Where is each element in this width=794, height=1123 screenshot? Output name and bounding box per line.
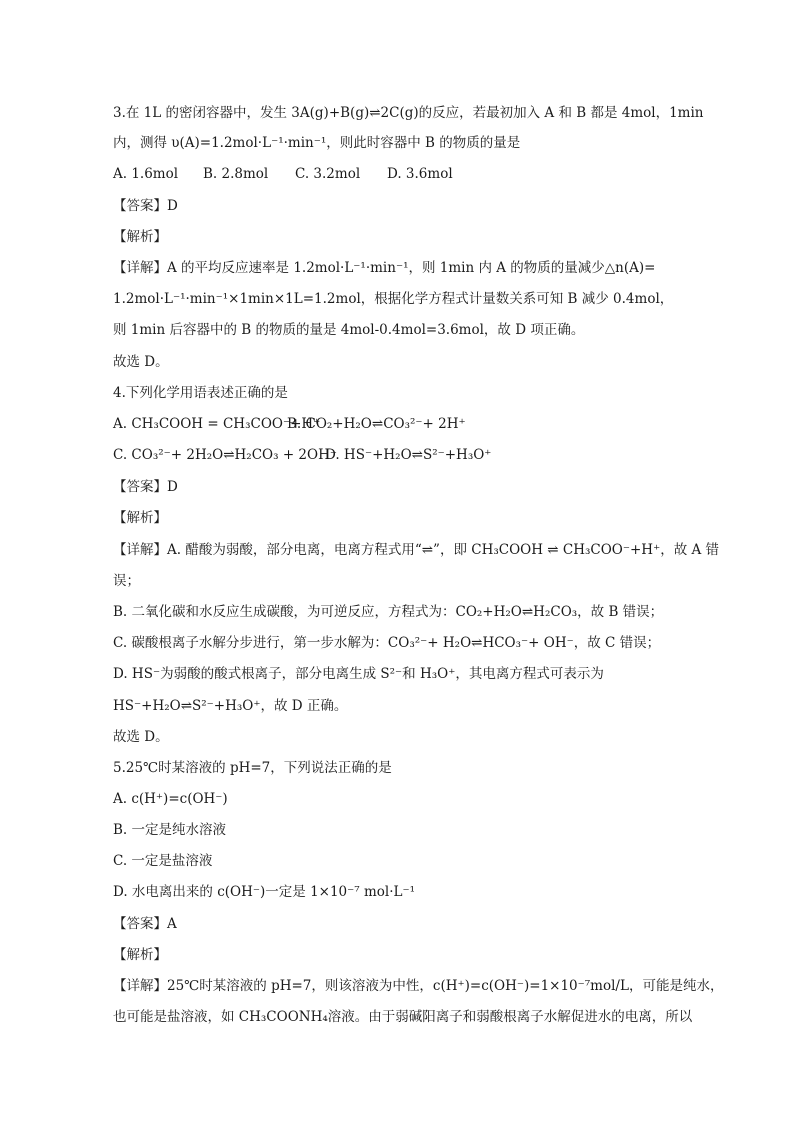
q3-option-b: B. 2.8mol bbox=[203, 166, 269, 182]
q3-stem-line1: 3.在 1L 的密闭容器中，发生 3A(g)+B(g)⇌2C(g)的反应，若最初加入 A 和 B 都是 4mol，1min bbox=[113, 105, 704, 121]
q4-detail-a-line2: 误； bbox=[113, 573, 140, 589]
q3-options bbox=[113, 164, 693, 184]
q5-detail-line1: 【详解】25℃时某溶液的 pH=7，则该溶液为中性，c(H⁺)=c(OH⁻)=1×10⁻⁷mol/L，可能是纯水， bbox=[113, 978, 724, 994]
q5-option-b: B. 一定是纯水溶液 bbox=[113, 822, 227, 838]
q4-option-a: A. CH₃COOH = CH₃COO⁻+H⁺ bbox=[113, 416, 321, 432]
q4-answer: 【答案】D bbox=[113, 479, 178, 495]
q5-option-a: A. c(H⁺)=c(OH⁻) bbox=[113, 791, 228, 807]
q3-option-c: C. 3.2mol bbox=[295, 166, 361, 182]
q3-answer: 【答案】D bbox=[113, 198, 178, 214]
q4-options-row2 bbox=[113, 445, 693, 465]
q4-option-b: B. CO₂+H₂O⇌CO₃²⁻+ 2H⁺ bbox=[287, 416, 466, 432]
q5-detail-line2: 也可能是盐溶液，如 CH₃COONH₄溶液。由于弱碱阳离子和弱酸根离子水解促进水的电离，所以 bbox=[113, 1009, 693, 1025]
q3-stem-line2: 内，测得 υ(A)=1.2mol·L⁻¹·min⁻¹，则此时容器中 B 的物质的量是 bbox=[113, 135, 521, 151]
q5-option-c: C. 一定是盐溶液 bbox=[113, 853, 213, 869]
q5-answer: 【答案】A bbox=[113, 916, 177, 932]
q4-detail-d-line2: HS⁻+H₂O⇌S²⁻+H₃O⁺，故 D 正确。 bbox=[113, 698, 348, 714]
q4-stem: 4.下列化学用语表述正确的是 bbox=[113, 385, 288, 401]
q4-detail-b: B. 二氧化碳和水反应生成碳酸，为可逆反应，方程式为：CO₂+H₂O⇌H₂CO₃，故 B 错误； bbox=[113, 604, 664, 620]
q3-detail-line1: 【详解】A 的平均反应速率是 1.2mol·L⁻¹·min⁻¹，则 1min 内 A 的物质的量减少△n(A)= bbox=[113, 260, 656, 276]
q4-option-c: C. CO₃²⁻+ 2H₂O⇌H₂CO₃ + 2OH⁻ bbox=[113, 447, 337, 463]
q3-detail-line2: 1.2mol·L⁻¹·min⁻¹×1min×1L=1.2mol，根据化学方程式计量数关系可知 B 减少 0.4mol， bbox=[113, 291, 674, 307]
q5-stem: 5.25℃时某溶液的 pH=7，下列说法正确的是 bbox=[113, 760, 392, 776]
q3-conclusion: 故选 D。 bbox=[113, 354, 169, 370]
q3-option-a: A. 1.6mol bbox=[113, 166, 179, 182]
q3-analysis-label: 【解析】 bbox=[113, 229, 167, 245]
q5-option-d: D. 水电离出来的 c(OH⁻)一定是 1×10⁻⁷ mol·L⁻¹ bbox=[113, 884, 416, 900]
q3-option-d: D. 3.6mol bbox=[387, 166, 453, 182]
q4-conclusion: 故选 D。 bbox=[113, 729, 169, 745]
q4-option-d: D. HS⁻+H₂O⇌S²⁻+H₃O⁺ bbox=[325, 447, 492, 463]
q5-analysis-label: 【解析】 bbox=[113, 947, 167, 963]
q4-analysis-label: 【解析】 bbox=[113, 510, 167, 526]
q3-detail-line3: 则 1min 后容器中的 B 的物质的量是 4mol-0.4mol=3.6mol，故 D 项正确。 bbox=[113, 322, 585, 338]
q4-detail-d-line1: D. HS⁻为弱酸的酸式根离子，部分电离生成 S²⁻和 H₃O⁺，其电离方程式可表示为 bbox=[113, 666, 604, 682]
q4-options-row1 bbox=[113, 414, 693, 434]
q4-detail-c: C. 碳酸根离子水解分步进行，第一步水解为：CO₃²⁻+ H₂O⇌HCO₃⁻+ OH⁻，故 C 错误； bbox=[113, 635, 661, 651]
q4-detail-a-line1: 【详解】A. 醋酸为弱酸，部分电离，电离方程式用“⇌”，即 CH₃COOH ⇌ CH₃COO⁻+H⁺，故 A 错 bbox=[113, 542, 720, 558]
